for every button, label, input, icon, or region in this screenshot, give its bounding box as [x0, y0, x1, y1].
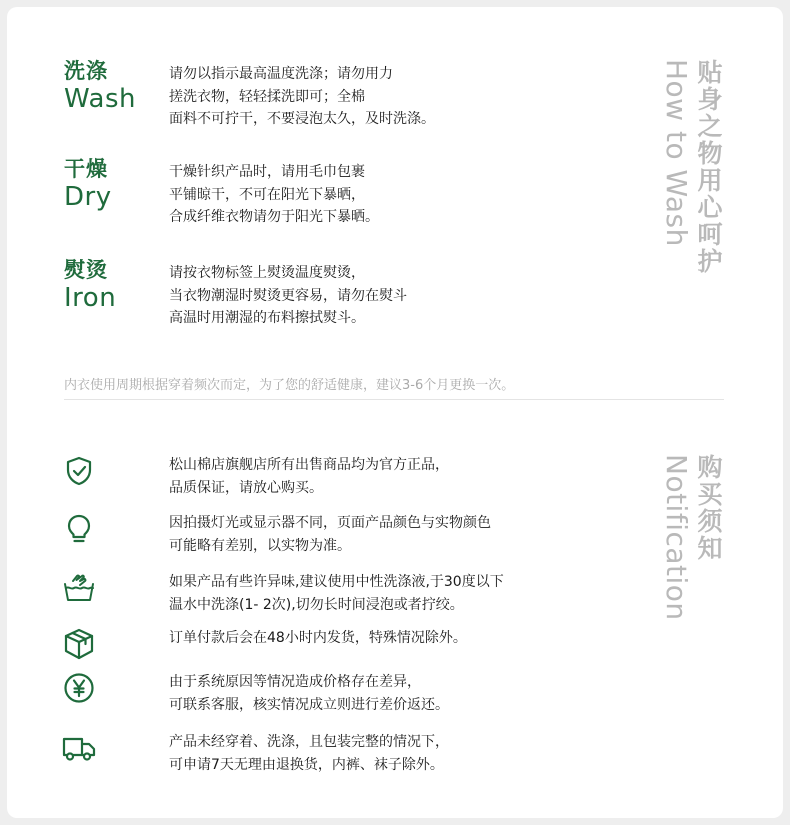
notice-line: 可能略有差别，以实物为准。 [169, 537, 351, 554]
notice-item [7, 731, 783, 771]
care-title-en: Iron [64, 283, 117, 313]
notice-line: 因拍摄灯光或显示器不同，页面产品颜色与实物颜色 [169, 515, 491, 531]
notice-text [169, 571, 629, 616]
notice-line: 由于系统原因等情况造成价格存在差异， [169, 674, 421, 690]
package-box-icon [62, 627, 96, 661]
notification-title-en-vertical: Notification [660, 454, 693, 621]
notice-item [7, 627, 783, 667]
care-line: 请勿以指示最高温度洗涤；请勿用力 [169, 66, 393, 82]
notice-text [169, 512, 629, 557]
care-line: 当衣物潮湿时熨烫更容易，请勿在熨斗 [169, 287, 407, 304]
usage-note: 内衣使用周期根据穿着频次而定，为了您的舒适健康，建议3-6个月更换一次。 [64, 378, 515, 393]
notification-title-zh-vertical: 购买须知 [694, 454, 723, 562]
care-description [169, 63, 609, 131]
notice-line: 如果产品有些许异味,建议使用中性洗涤液,于30度以下 [169, 574, 504, 590]
notice-text [169, 454, 629, 499]
care-line: 面料不可拧干，不要浸泡太久，及时洗涤。 [169, 111, 435, 127]
care-title-en: Wash [64, 84, 137, 114]
notice-line: 可联系客服，核实情况成立则进行差价返还。 [169, 696, 449, 713]
care-card [7, 7, 783, 818]
notice-line: 订单付款后会在48小时内发货，特殊情况除外。 [169, 630, 467, 646]
notice-line: 产品未经穿着、洗涤，且包装完整的情况下， [169, 734, 449, 750]
notice-line: 品质保证，请放心购买。 [169, 479, 323, 496]
care-line: 高温时用潮湿的布料擦拭熨斗。 [169, 310, 365, 326]
care-title-zh: 熨烫 [64, 258, 108, 282]
care-line: 平铺晾干，不可在阳光下暴晒， [169, 186, 365, 203]
care-line: 搓洗衣物，轻轻揉洗即可；全棉 [169, 88, 365, 105]
care-title-zh: 干燥 [64, 157, 108, 181]
care-line: 合成纤维衣物请勿于阳光下暴晒。 [169, 209, 379, 225]
care-description [169, 262, 609, 330]
care-title-zh: 洗涤 [64, 59, 108, 83]
hand-wash-icon [62, 571, 96, 605]
divider [64, 399, 724, 400]
notice-text [169, 671, 629, 716]
shield-check-icon [62, 454, 96, 488]
care-title-en: Dry [64, 182, 112, 212]
lightbulb-icon [62, 512, 96, 546]
care-title-zh-vertical: 贴身之物用心呵护 [694, 59, 723, 275]
notice-text [169, 627, 629, 650]
yen-circle-icon [62, 671, 96, 705]
notice-text [169, 731, 629, 776]
notice-item [7, 671, 783, 711]
care-description [169, 161, 609, 229]
care-title-en-vertical: How to Wash [660, 59, 693, 247]
care-line: 请按衣物标签上熨烫温度熨烫， [169, 265, 365, 281]
care-line: 干燥针织产品时，请用毛巾包裹 [169, 164, 365, 180]
notice-line: 松山棉店旗舰店所有出售商品均为官方正品， [169, 457, 449, 473]
notice-line: 温水中洗涤(1- 2次),切勿长时间浸泡或者拧绞。 [169, 596, 464, 613]
delivery-truck-icon [62, 731, 96, 765]
notice-line: 可申请7天无理由退换货，内裤、袜子除外。 [169, 756, 444, 773]
